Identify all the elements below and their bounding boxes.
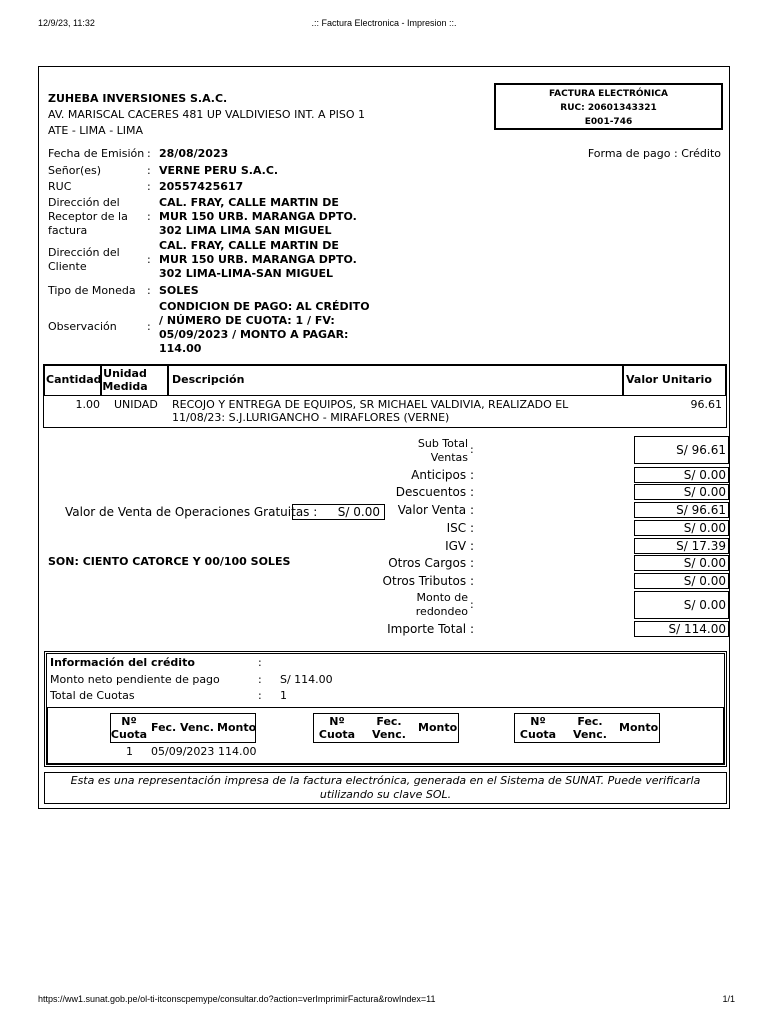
anticipos-value: S/ 0.00	[634, 467, 729, 483]
issuer-address: AV. MARISCAL CACERES 481 UP VALDIVIESO INT. A PISO 1	[48, 108, 365, 121]
igv-value: S/ 17.39	[634, 538, 729, 554]
col-fec: Fec. Venc.	[151, 721, 214, 734]
colon: :	[147, 210, 151, 223]
cuota-number: 1	[126, 745, 133, 758]
col-fec: Fec. Venc.	[573, 715, 607, 741]
amount-in-words: SON: CIENTO CATORCE Y 00/100 SOLES	[48, 555, 291, 568]
senor-value: VERNE PERU S.A.C.	[159, 164, 279, 177]
pendiente-label: Monto neto pendiente de pago	[50, 673, 220, 686]
otros-cargos-value: S/ 0.00	[634, 555, 729, 571]
subtotal-label: Sub Total Ventas	[417, 437, 468, 464]
issuer-name: ZUHEBA INVERSIONES S.A.C.	[48, 92, 228, 105]
credit-title: Información del crédito	[50, 656, 195, 669]
redondeo-label: Monto de redondeo	[415, 591, 468, 618]
colon: :	[147, 164, 151, 177]
colon: :	[147, 180, 151, 193]
colon: :	[147, 253, 151, 266]
otros-tributos-value: S/ 0.00	[634, 573, 729, 589]
senor-label: Señor(es)	[48, 164, 102, 177]
isc-value: S/ 0.00	[634, 520, 729, 536]
col-unidad: Unidad Medida	[102, 367, 148, 393]
issuer-city: ATE - LIMA - LIMA	[48, 124, 144, 137]
otros-cargos-label: Otros Cargos :	[388, 556, 474, 570]
valor-venta-value: S/ 96.61	[634, 502, 729, 518]
print-datetime: 12/9/23, 11:32	[38, 18, 95, 28]
importe-total-label: Importe Total :	[387, 622, 474, 636]
col-monto: Monto	[217, 721, 257, 734]
document-number: E001-746	[584, 117, 633, 127]
print-page-title: .:: Factura Electronica - Impresion ::.	[311, 18, 457, 28]
col-monto: Monto	[619, 721, 659, 734]
payment-form: Forma de pago : Crédito	[587, 147, 721, 160]
obs-label: Observación	[48, 320, 117, 333]
colon: :	[470, 443, 474, 456]
subtotal-value: S/ 96.61	[634, 436, 729, 464]
importe-total-value: S/ 114.00	[634, 621, 729, 637]
dir-cliente-label: Dirección del Cliente	[48, 246, 120, 273]
colon: :	[258, 656, 262, 669]
document-ruc: RUC: 20601343321	[560, 103, 657, 113]
ruc-value: 20557425617	[159, 180, 244, 193]
dir-receptor-value: CAL. FRAY, CALLE MARTIN DE MUR 150 URB. MARANGA DPTO. 302 LIMA LIMA SAN MIGUEL	[159, 196, 357, 237]
colon: :	[147, 320, 151, 333]
print-page-count: 1/1	[722, 994, 735, 1004]
col-cantidad: Cantidad	[46, 373, 102, 386]
footer-note: Esta es una representación impresa de la factura electrónica, generada en el Sistema de SUNAT. Puede verificarla utilizando su clave SOL.	[44, 772, 727, 804]
cuota-fecha: 05/09/2023	[151, 745, 215, 758]
item-unidad: UNIDAD	[114, 398, 158, 411]
pendiente-value: S/ 114.00	[280, 673, 333, 686]
item-cantidad: 1.00	[75, 398, 100, 411]
item-descripcion: RECOJO Y ENTREGA DE EQUIPOS, SR MICHAEL VALDIVIA, REALIZADO EL 11/08/23: S.J.LURIGANCHO - MIRAFLORES (VERNE)	[172, 398, 569, 424]
total-cuotas-value: 1	[280, 689, 287, 702]
item-valor: 96.61	[690, 398, 722, 411]
descuentos-value: S/ 0.00	[634, 484, 729, 500]
gratuitas-label: Valor de Venta de Operaciones Gratuitas :	[65, 505, 318, 519]
print-url: https://ww1.sunat.gob.pe/ol-ti-itconscpemype/consultar.do?action=verImprimirFactura&rowIndex=11	[38, 994, 436, 1004]
col-cuota: Nº Cuota	[318, 715, 356, 741]
valor-venta-label: Valor Venta :	[397, 503, 474, 517]
gratuitas-value: S/ 0.00	[292, 504, 385, 520]
colon: :	[258, 689, 262, 702]
document-type: FACTURA ELECTRÓNICA	[549, 89, 668, 99]
colon: :	[147, 284, 151, 297]
isc-label: ISC :	[446, 521, 474, 535]
col-cuota: Nº Cuota	[519, 715, 557, 741]
colon: :	[147, 147, 151, 160]
col-fec: Fec. Venc.	[372, 715, 406, 741]
descuentos-label: Descuentos :	[395, 485, 474, 499]
col-descripcion: Descripción	[172, 373, 245, 386]
col-cuota: Nº Cuota	[110, 715, 148, 741]
total-cuotas-label: Total de Cuotas	[50, 689, 135, 702]
colon: :	[258, 673, 262, 686]
moneda-value: SOLES	[159, 284, 199, 297]
igv-label: IGV :	[445, 539, 474, 553]
dir-receptor-label: Dirección del Receptor de la factura	[48, 196, 128, 237]
otros-tributos-label: Otros Tributos :	[382, 574, 474, 588]
fecha-label: Fecha de Emisión	[48, 147, 145, 160]
obs-value: CONDICION DE PAGO: AL CRÉDITO / NÚMERO DE CUOTA: 1 / FV: 05/09/2023 / MONTO A PAGAR: 114.00	[159, 300, 370, 355]
fecha-value: 28/08/2023	[159, 147, 229, 160]
col-valor: Valor Unitario	[626, 373, 712, 386]
dir-cliente-value: CAL. FRAY, CALLE MARTIN DE MUR 150 URB. MARANGA DPTO. 302 LIMA-LIMA-SAN MIGUEL	[159, 239, 357, 280]
document-id-box	[494, 83, 723, 130]
anticipos-label: Anticipos :	[411, 468, 474, 482]
col-monto: Monto	[418, 721, 458, 734]
ruc-label: RUC	[48, 180, 72, 193]
cuota-monto: 114.00	[218, 745, 257, 758]
moneda-label: Tipo de Moneda	[48, 284, 136, 297]
colon: :	[470, 598, 474, 611]
redondeo-value: S/ 0.00	[634, 591, 729, 619]
